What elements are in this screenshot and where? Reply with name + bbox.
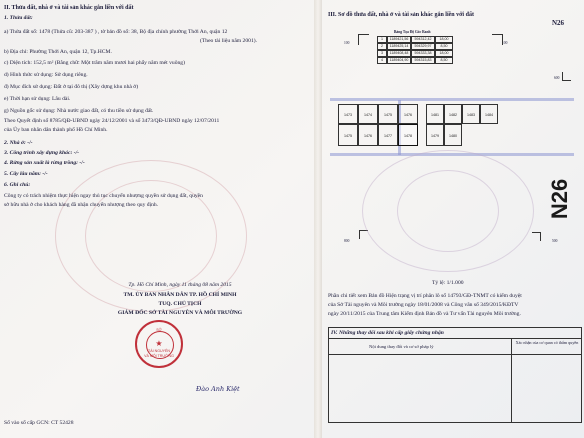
changes-col-confirm: Xác nhận của cơ quan có thẩm quyền xyxy=(515,340,579,345)
sheet-code-large-text: N26 xyxy=(547,178,573,220)
star-icon: ★ xyxy=(155,339,163,348)
map-note-line-2: của Sở Tài nguyên và Môi trường ngày 18/01/2008 và Công văn số 349/2015/KĐTV xyxy=(328,302,519,308)
coord-cell: 1189425,14 xyxy=(387,43,411,50)
coord-table xyxy=(377,36,453,64)
house-field: 2. Nhà ở: -/- xyxy=(4,140,33,146)
coord-cell: 8,50 xyxy=(435,43,453,50)
parcel: 1480 xyxy=(444,124,462,146)
land-line-decision: Theo Quyết định số 8785/QĐ-UBND ngày 24/12/2001 và số 3473/QĐ-UBND ngày 12/07/2011 xyxy=(4,118,220,124)
coord-cell: 8,50 xyxy=(435,57,453,64)
coord-cell: 594312,42 xyxy=(411,36,435,43)
coord-cell: 1189408,48 xyxy=(387,50,411,57)
watermark-emblem-inner xyxy=(397,170,499,252)
sheet-code-large xyxy=(547,170,584,230)
parcel: 1481 xyxy=(426,104,444,124)
map-note-line-3: ngày 20/11/2015 của Trung tâm Kiểm định Bản đồ và Tư vấn Tài nguyên Môi trường. xyxy=(328,311,521,317)
parcel: 1476 xyxy=(398,104,418,124)
right-page xyxy=(322,0,584,438)
grid-label: 500 xyxy=(552,239,558,243)
parcel: 1476 xyxy=(358,124,378,146)
changes-header-divider xyxy=(329,354,581,355)
coord-cell: 1189404,90 xyxy=(387,57,411,64)
section-title-map: III. Sơ đồ thửa đất, nhà ở và tài sản khác gắn liền với đất xyxy=(328,12,474,18)
parcel: 1483 xyxy=(462,104,480,124)
land-header: 1. Thửa đất: xyxy=(4,15,33,21)
grid-cross-mark xyxy=(532,232,541,241)
gcn-registry-number: Số vào sổ cấp GCN: CT 52428 xyxy=(4,420,74,426)
coord-cell: 18,00 xyxy=(435,50,453,57)
changes-title: IV. Những thay đổi sau khi cấp giấy chứng nhận xyxy=(331,330,444,336)
stamp-text-bottom: VÀ MÔI TRƯỜNG xyxy=(144,354,174,358)
parcel: 1473 xyxy=(338,104,358,124)
parcel-block-top xyxy=(338,104,498,124)
grid-cross-mark xyxy=(492,34,503,45)
construction-field: 3. Công trình xây dựng khác: -/- xyxy=(4,150,79,156)
grid-label: 800 xyxy=(344,239,350,243)
coord-cell: 594333,38 xyxy=(411,50,435,57)
sign-org: TM. ỦY BAN NHÂN DÂN TP. HỒ CHÍ MINH xyxy=(123,292,237,298)
land-line-usage-form: d) Hình thức sử dụng: Sử dụng riêng. xyxy=(4,72,88,78)
changes-col-content: Nội dung thay đổi và cơ sở pháp lý xyxy=(369,344,434,349)
parcel: 1475 xyxy=(338,124,358,146)
changes-table xyxy=(328,327,582,423)
land-line-authority: của Ủy ban nhân dân thành phố Hồ Chí Minh. xyxy=(4,127,108,133)
changes-divider xyxy=(329,338,581,339)
coord-cell: 4 xyxy=(377,57,387,64)
parcel: 1482 xyxy=(444,104,462,124)
parcel: 1477 xyxy=(378,124,398,146)
sign-date: Tp. Hồ Chí Minh, ngày 11 tháng 08 năm 2015 xyxy=(128,282,232,288)
page-fold xyxy=(314,0,322,438)
grid-label: 600 xyxy=(554,76,560,80)
note-line-1: Công ty có trách nhiệm thực hiện ngay thủ tục chuyển nhượng quyền sử dụng đất, quyền xyxy=(4,193,203,199)
coord-cell: 18,00 xyxy=(435,36,453,43)
coord-cell: 594315,83 xyxy=(411,57,435,64)
land-line-address: b) Địa chỉ: Phường Thới An, quận 12, Tp.HCM. xyxy=(4,49,112,55)
perennial-field: 5. Cây lâu năm: -/- xyxy=(4,171,48,177)
coord-cell: 3 xyxy=(377,50,387,57)
section-title: II. Thửa đất, nhà ở và tài sản khác gắn liền với đất xyxy=(4,5,134,11)
map-scale: Tỷ lệ: 1/1.000 xyxy=(432,280,464,286)
parcel-block-bottom xyxy=(338,124,478,146)
coord-cell: 1189421,56 xyxy=(387,36,411,43)
parcel: 1484 xyxy=(480,104,498,124)
coord-cell: 1 xyxy=(377,36,387,43)
parcel-highlighted: 1478 xyxy=(398,124,418,146)
land-line-plot: a) Thửa đất số: 1478 (Thửa cũ: 203-387 ) , tờ bản đồ số: 38, Bộ địa chính phường Thới An, quận 12 xyxy=(4,29,228,35)
parcel: 1475 xyxy=(378,104,398,124)
parcel: 1474 xyxy=(358,104,378,124)
signature: Đào Anh Kiệt xyxy=(196,385,240,393)
stamp-text-top: SỞ xyxy=(156,328,162,332)
land-line-purpose: đ) Mục đích sử dụng: Đất ở tại đô thị (Xây dựng khu nhà ở) xyxy=(4,84,139,90)
coord-table-title: Bảng Tọa Độ Góc Ranh xyxy=(394,30,431,34)
road-top xyxy=(330,98,574,101)
changes-col-divider xyxy=(511,338,512,423)
sheet-code-small: N26 xyxy=(552,19,565,27)
land-line-origin: g) Nguồn gốc sử dụng: Nhà nước giao đất, có thu tiền sử dụng đất. xyxy=(4,108,154,114)
sign-role: GIÁM ĐỐC SỞ TÀI NGUYÊN VÀ MÔI TRƯỜNG xyxy=(117,310,243,316)
sign-tuq: TUQ. CHỦ TỊCH xyxy=(158,301,202,307)
forest-field: 4. Rừng sản xuất là rừng trồng: -/- xyxy=(4,160,85,166)
stamp-text-mid: TÀI NGUYÊN xyxy=(148,349,170,353)
note-line-2: sở hữu nhà ở cho khách hàng đã nhận chuyển nhượng theo quy định. xyxy=(4,202,159,208)
coord-cell: 2 xyxy=(377,43,387,50)
grid-label: 100 xyxy=(502,41,508,45)
coord-cell: 594329,97 xyxy=(411,43,435,50)
notes-header: 6. Ghi chú: xyxy=(4,182,31,188)
grid-cross-mark xyxy=(358,34,369,45)
official-stamp xyxy=(135,320,183,368)
map-note-line-1: Phần chi tiết xem Bản đồ Hiện trạng vị trí phân lô số 14793/GĐ-TNMT có kiểm duyệt xyxy=(328,293,522,299)
land-line-doc-year: (Theo tài liệu năm 2001). xyxy=(200,38,258,44)
grid-cross-mark xyxy=(562,72,571,81)
parcel: 1479 xyxy=(426,124,444,146)
land-line-area: c) Diện tích: 152,5 m² (Bằng chữ: Một trăm năm mươi hai phẩy năm mét vuông) xyxy=(4,60,185,66)
land-line-term: e) Thời hạn sử dụng: Lâu dài. xyxy=(4,96,71,102)
grid-label: 100 xyxy=(344,41,350,45)
